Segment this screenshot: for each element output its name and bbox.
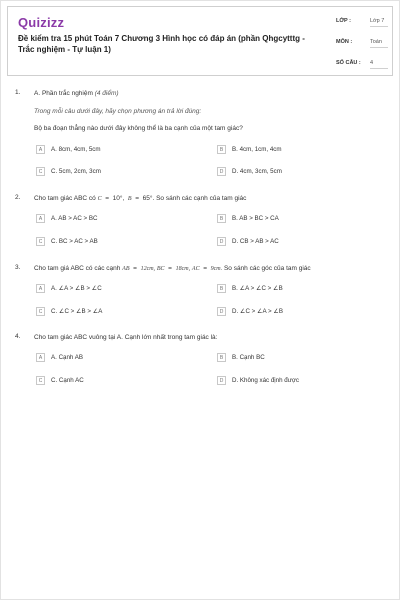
- math-var: AC: [191, 266, 200, 272]
- option-b[interactable]: [217, 145, 377, 156]
- option-letter-box: B: [217, 214, 226, 223]
- option-text: A. AB > AC > BC: [51, 215, 98, 222]
- question-2: [15, 194, 385, 254]
- quizizz-logo: Quizizz: [18, 15, 65, 30]
- math-op: =: [203, 265, 207, 272]
- option-text: C. ∠C > ∠B > ∠A: [51, 308, 103, 315]
- math-op: =: [133, 265, 137, 272]
- math-value: 18cm,: [175, 266, 191, 272]
- question-number: 3.: [15, 264, 21, 271]
- meta-row-class: [328, 14, 390, 35]
- option-letter-box: A: [36, 353, 45, 362]
- question-number: 2.: [15, 194, 21, 201]
- math-var: BC: [156, 266, 165, 272]
- meta-label: MÔN :: [336, 39, 353, 45]
- worksheet-header: [7, 6, 393, 76]
- option-b[interactable]: [217, 214, 377, 225]
- option-c[interactable]: [36, 167, 196, 178]
- option-letter-box: C: [36, 237, 45, 246]
- math-op: =: [105, 195, 110, 202]
- meta-label: LỚP :: [336, 18, 351, 24]
- option-letter-box: B: [217, 145, 226, 154]
- meta-row-count: [328, 56, 390, 77]
- math-var: C: [97, 196, 102, 202]
- option-b[interactable]: [217, 353, 377, 364]
- section-points: (4 điểm): [94, 90, 119, 97]
- option-letter-box: D: [217, 237, 226, 246]
- meta-row-subject: [328, 35, 390, 56]
- option-text: D. ∠C > ∠A > ∠B: [232, 308, 284, 315]
- math-value: 65°.: [142, 195, 155, 202]
- worksheet-meta: [328, 14, 390, 77]
- section-title: A. Phần trắc nghiệm: [34, 90, 93, 97]
- option-d[interactable]: [217, 237, 377, 248]
- option-a[interactable]: [36, 214, 196, 225]
- option-text: D. 4cm, 3cm, 5cm: [232, 168, 282, 175]
- meta-label: SỐ CÂU :: [336, 60, 361, 66]
- option-c[interactable]: [36, 376, 196, 387]
- option-d[interactable]: [217, 167, 377, 178]
- option-letter-box: C: [36, 307, 45, 316]
- worksheet-title: Đề kiểm tra 15 phút Toán 7 Chương 3 Hình học có đáp án (phần Qhgcytttg - Trắc nghiệm - Tự luận 1): [18, 34, 305, 54]
- option-letter-box: D: [217, 307, 226, 316]
- option-text: C. 5cm, 2cm, 3cm: [51, 168, 101, 175]
- text-part: So sánh các góc của tam giác: [223, 265, 311, 272]
- option-c[interactable]: [36, 307, 196, 318]
- option-d[interactable]: [217, 376, 377, 387]
- question-text: [34, 194, 384, 204]
- option-text: D. CB > AB > AC: [232, 238, 279, 245]
- math-value: 9cm.: [210, 266, 223, 272]
- question-text: [34, 264, 384, 274]
- option-a[interactable]: [36, 353, 196, 364]
- question-4: [15, 333, 385, 393]
- question-text: Cho tam giác ABC vuông tại A. Cạnh lớn nhất trong tam giác là:: [34, 334, 218, 341]
- question-1: [15, 89, 385, 189]
- text-part: Cho tam giác ABC có: [34, 195, 96, 202]
- option-a[interactable]: [36, 145, 196, 156]
- text-part: Cho tam giá ABC có các cạnh: [34, 265, 121, 272]
- option-a[interactable]: [36, 284, 196, 295]
- section-heading: [34, 89, 384, 98]
- option-letter-box: A: [36, 284, 45, 293]
- question-number: 4.: [15, 333, 21, 340]
- question-3: [15, 264, 385, 324]
- option-d[interactable]: [217, 307, 377, 318]
- math-op: =: [168, 265, 172, 272]
- option-letter-box: A: [36, 145, 45, 154]
- option-text: C. Cạnh AC: [51, 377, 84, 384]
- question-number: 1.: [15, 89, 21, 96]
- meta-value: Toán: [370, 39, 388, 48]
- math-op: =: [135, 195, 140, 202]
- option-text: A. 8cm, 4cm, 5cm: [51, 146, 101, 153]
- meta-value: 4: [370, 60, 388, 69]
- option-letter-box: C: [36, 167, 45, 176]
- option-letter-box: C: [36, 376, 45, 385]
- math-value: 10°,: [112, 195, 125, 202]
- option-text: A. Cạnh AB: [51, 354, 83, 361]
- option-text: D. Không xác định được: [232, 377, 300, 384]
- option-text: B. Cạnh BC: [232, 354, 265, 361]
- option-letter-box: B: [217, 284, 226, 293]
- option-text: B. ∠A > ∠C > ∠B: [232, 285, 283, 292]
- math-value: 12cm,: [140, 266, 156, 272]
- option-letter-box: A: [36, 214, 45, 223]
- section-instruction: Trong mỗi câu dưới đây, hãy chọn phương án trả lời đúng:: [34, 108, 202, 115]
- option-letter-box: D: [217, 167, 226, 176]
- option-text: A. ∠A > ∠B > ∠C: [51, 285, 102, 292]
- option-text: C. BC > AC > AB: [51, 238, 98, 245]
- option-letter-box: B: [217, 353, 226, 362]
- question-text: Bộ ba đoạn thẳng nào dưới đây không thể là ba cạnh của một tam giác?: [34, 125, 243, 132]
- text-part: So sánh các cạnh của tam giác: [156, 195, 247, 202]
- meta-value: Lớp 7: [370, 18, 388, 27]
- option-b[interactable]: [217, 284, 377, 295]
- option-c[interactable]: [36, 237, 196, 248]
- option-text: B. AB > BC > CA: [232, 215, 279, 222]
- option-text: B. 4cm, 1cm, 4cm: [232, 146, 282, 153]
- option-letter-box: D: [217, 376, 226, 385]
- math-var: B: [127, 196, 132, 202]
- math-var: AB: [122, 266, 130, 272]
